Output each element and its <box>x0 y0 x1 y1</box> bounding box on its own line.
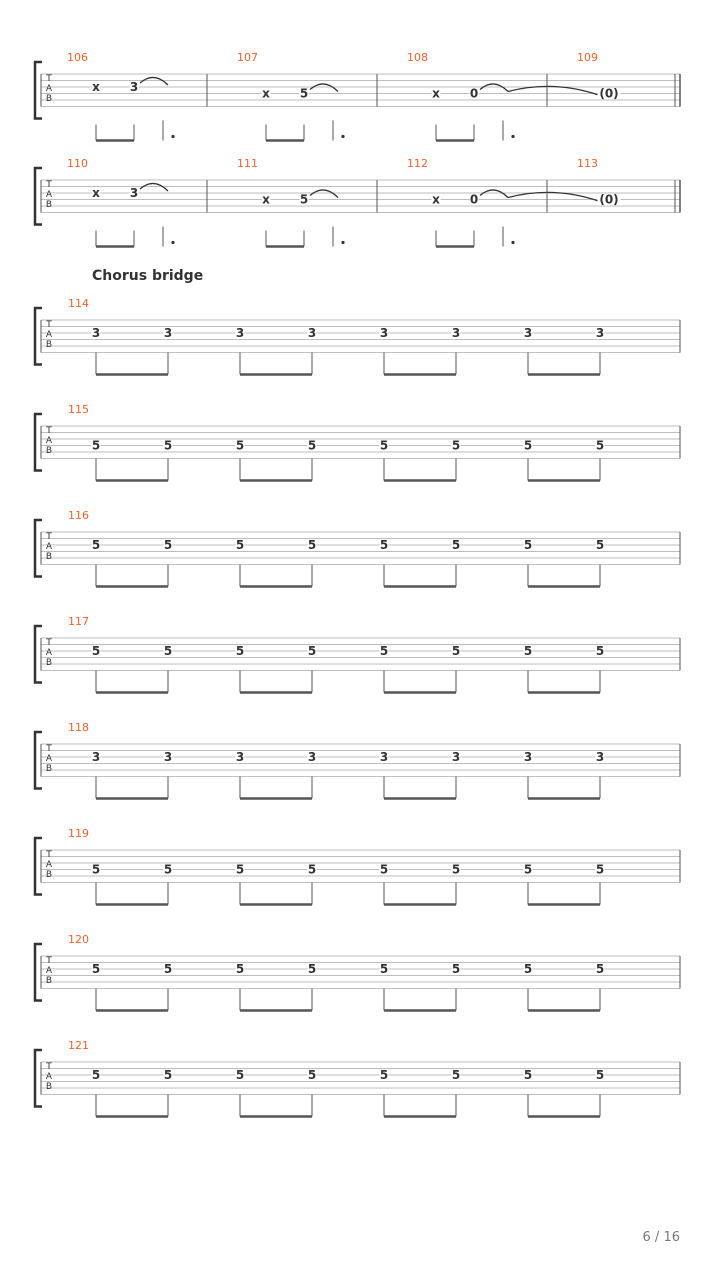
fret-number: 5 <box>523 644 533 658</box>
tab-clef-letter: T <box>46 74 52 84</box>
section-label: Chorus bridge <box>92 268 204 284</box>
measure-number: 114 <box>68 297 89 310</box>
fret-number: 5 <box>91 962 101 976</box>
measure-number: 120 <box>68 933 89 946</box>
fret-number: 5 <box>595 438 605 453</box>
tab-clef-letter: A <box>45 860 53 870</box>
tab-system <box>35 827 680 905</box>
fret-number: 5 <box>91 862 101 877</box>
fret-number: 5 <box>451 962 461 976</box>
fret-number: 3 <box>235 326 245 340</box>
fret-number: 0 <box>469 86 479 101</box>
fret-number: 5 <box>379 862 389 877</box>
fret-number: 5 <box>379 1068 389 1082</box>
fret-number: 5 <box>451 862 461 877</box>
tab-clef-letter: T <box>46 638 52 648</box>
fret-number: 5 <box>379 438 389 453</box>
fret-number: 3 <box>307 750 317 764</box>
measure-number: 112 <box>407 157 428 170</box>
fret-number: 5 <box>307 538 317 552</box>
fret-number: 3 <box>379 326 389 340</box>
tab-clef-letter: A <box>45 542 53 552</box>
fret-number: 3 <box>523 750 533 764</box>
fret-number: 5 <box>163 538 173 552</box>
tab-clef-letter: A <box>45 966 53 976</box>
tab-system <box>35 268 680 375</box>
fret-number: 5 <box>235 862 245 877</box>
fret-number: 5 <box>163 962 173 976</box>
fret-number: 3 <box>129 80 139 94</box>
fret-number: x <box>262 86 270 101</box>
fret-number: 5 <box>163 1068 173 1082</box>
fret-number: 5 <box>523 962 533 976</box>
fret-number: x <box>432 192 440 207</box>
tab-clef-letter: A <box>45 754 53 764</box>
fret-number: 5 <box>595 1068 605 1082</box>
fret-number: 5 <box>523 862 533 877</box>
tab-clef-letter: T <box>46 320 52 330</box>
fret-number: x <box>432 86 440 101</box>
rhythm-dot <box>171 135 174 138</box>
fret-number: 5 <box>299 86 309 101</box>
fret-number: 5 <box>91 1068 101 1082</box>
tab-system <box>35 721 680 799</box>
measure-number: 119 <box>68 827 89 840</box>
fret-number: 5 <box>235 962 245 976</box>
tab-clef-letter: B <box>45 764 53 774</box>
tab-clef-letter: B <box>45 94 53 104</box>
tab-clef-letter: B <box>45 200 53 210</box>
fret-number: 5 <box>307 438 317 453</box>
fret-number: 5 <box>163 438 173 453</box>
fret-number: 3 <box>91 326 101 340</box>
fret-number: 0 <box>469 192 479 207</box>
fret-number: x <box>262 192 270 207</box>
fret-number: 5 <box>451 438 461 453</box>
tab-system <box>35 1039 680 1117</box>
tab-clef-letter: A <box>45 648 53 658</box>
fret-number: 3 <box>451 326 461 340</box>
fret-number: 5 <box>595 862 605 877</box>
fret-number: 5 <box>235 1068 245 1082</box>
measure-number: 118 <box>68 721 89 734</box>
tab-clef-letter: B <box>45 446 53 456</box>
fret-number: 3 <box>163 326 173 340</box>
fret-number: 5 <box>379 962 389 976</box>
fret-number: x <box>92 80 100 94</box>
fret-number: 5 <box>235 644 245 658</box>
tab-system <box>35 933 680 1011</box>
fret-number: 3 <box>91 750 101 764</box>
tab-clef-letter: B <box>45 552 53 562</box>
fret-number: 3 <box>129 186 139 200</box>
fret-number: 5 <box>307 962 317 976</box>
fret-number: 3 <box>163 750 173 764</box>
tab-clef-letter: T <box>46 850 52 860</box>
tab-clef-letter: T <box>46 744 52 754</box>
tab-system <box>35 615 680 693</box>
fret-number: 5 <box>163 862 173 877</box>
fret-number: 3 <box>235 750 245 764</box>
fret-number: 5 <box>595 644 605 658</box>
tab-clef-letter: A <box>45 436 53 446</box>
tie-arc <box>508 192 600 201</box>
fret-number: 3 <box>379 750 389 764</box>
rhythm-dot <box>511 241 514 244</box>
fret-number: 3 <box>451 750 461 764</box>
measure-number: 121 <box>68 1039 89 1052</box>
fret-number: 5 <box>451 644 461 658</box>
fret-number: 5 <box>307 1068 317 1082</box>
fret-number: 5 <box>91 438 101 453</box>
tab-clef-letter: T <box>46 426 52 436</box>
measure-number: 115 <box>68 403 89 416</box>
fret-number: 3 <box>307 326 317 340</box>
fret-number: 5 <box>307 644 317 658</box>
fret-number: 5 <box>451 538 461 552</box>
tab-clef-letter: B <box>45 1082 53 1092</box>
fret-number: 5 <box>91 644 101 658</box>
fret-number: 5 <box>163 644 173 658</box>
tab-system <box>35 157 680 247</box>
fret-number: 5 <box>379 538 389 552</box>
fret-number: 3 <box>595 750 605 764</box>
measure-number: 109 <box>577 51 598 64</box>
fret-number: x <box>92 186 100 200</box>
fret-number: 5 <box>299 192 309 207</box>
measure-number: 116 <box>68 509 89 522</box>
tie-arc <box>310 84 338 92</box>
rhythm-dot <box>341 241 344 244</box>
tie-arc <box>140 183 168 191</box>
tab-system <box>35 51 680 141</box>
measure-number: 108 <box>407 51 428 64</box>
fret-number: 5 <box>595 538 605 552</box>
tab-clef-letter: A <box>45 330 53 340</box>
measure-number: 117 <box>68 615 89 628</box>
tie-arc <box>310 190 338 198</box>
fret-number: 5 <box>523 438 533 453</box>
rhythm-dot <box>511 135 514 138</box>
tab-clef-letter: B <box>45 976 53 986</box>
fret-number: 3 <box>595 326 605 340</box>
tab-clef-letter: A <box>45 84 53 94</box>
tab-clef-letter: B <box>45 870 53 880</box>
tab-clef-letter: T <box>46 1062 52 1072</box>
fret-number: 5 <box>235 538 245 552</box>
tab-system <box>35 403 680 481</box>
tab-clef-letter: T <box>46 956 52 966</box>
measure-number: 106 <box>67 51 88 64</box>
tie-arc <box>140 77 168 85</box>
fret-number: (0) <box>599 192 619 207</box>
tab-clef-letter: B <box>45 340 53 350</box>
fret-number: (0) <box>599 86 619 101</box>
tie-arc <box>480 84 508 92</box>
fret-number: 5 <box>523 1068 533 1082</box>
tab-clef-letter: T <box>46 532 52 542</box>
tab-clef-letter: A <box>45 190 53 200</box>
fret-number: 5 <box>91 538 101 552</box>
tab-clef-letter: A <box>45 1072 53 1082</box>
tab-clef-letter: T <box>46 180 52 190</box>
fret-number: 5 <box>451 1068 461 1082</box>
tie-arc <box>508 86 600 95</box>
rhythm-dot <box>171 241 174 244</box>
fret-number: 5 <box>307 862 317 877</box>
fret-number: 5 <box>235 438 245 453</box>
fret-number: 3 <box>523 326 533 340</box>
fret-number: 5 <box>523 538 533 552</box>
tie-arc <box>480 190 508 198</box>
fret-number: 5 <box>595 962 605 976</box>
page-number: 6 / 16 <box>642 1230 680 1245</box>
measure-number: 113 <box>577 157 598 170</box>
rhythm-dot <box>341 135 344 138</box>
tab-clef-letter: B <box>45 658 53 668</box>
tab-system <box>35 509 680 587</box>
measure-number: 111 <box>237 157 258 170</box>
measure-number: 110 <box>67 157 88 170</box>
measure-number: 107 <box>237 51 258 64</box>
fret-number: 5 <box>379 644 389 658</box>
